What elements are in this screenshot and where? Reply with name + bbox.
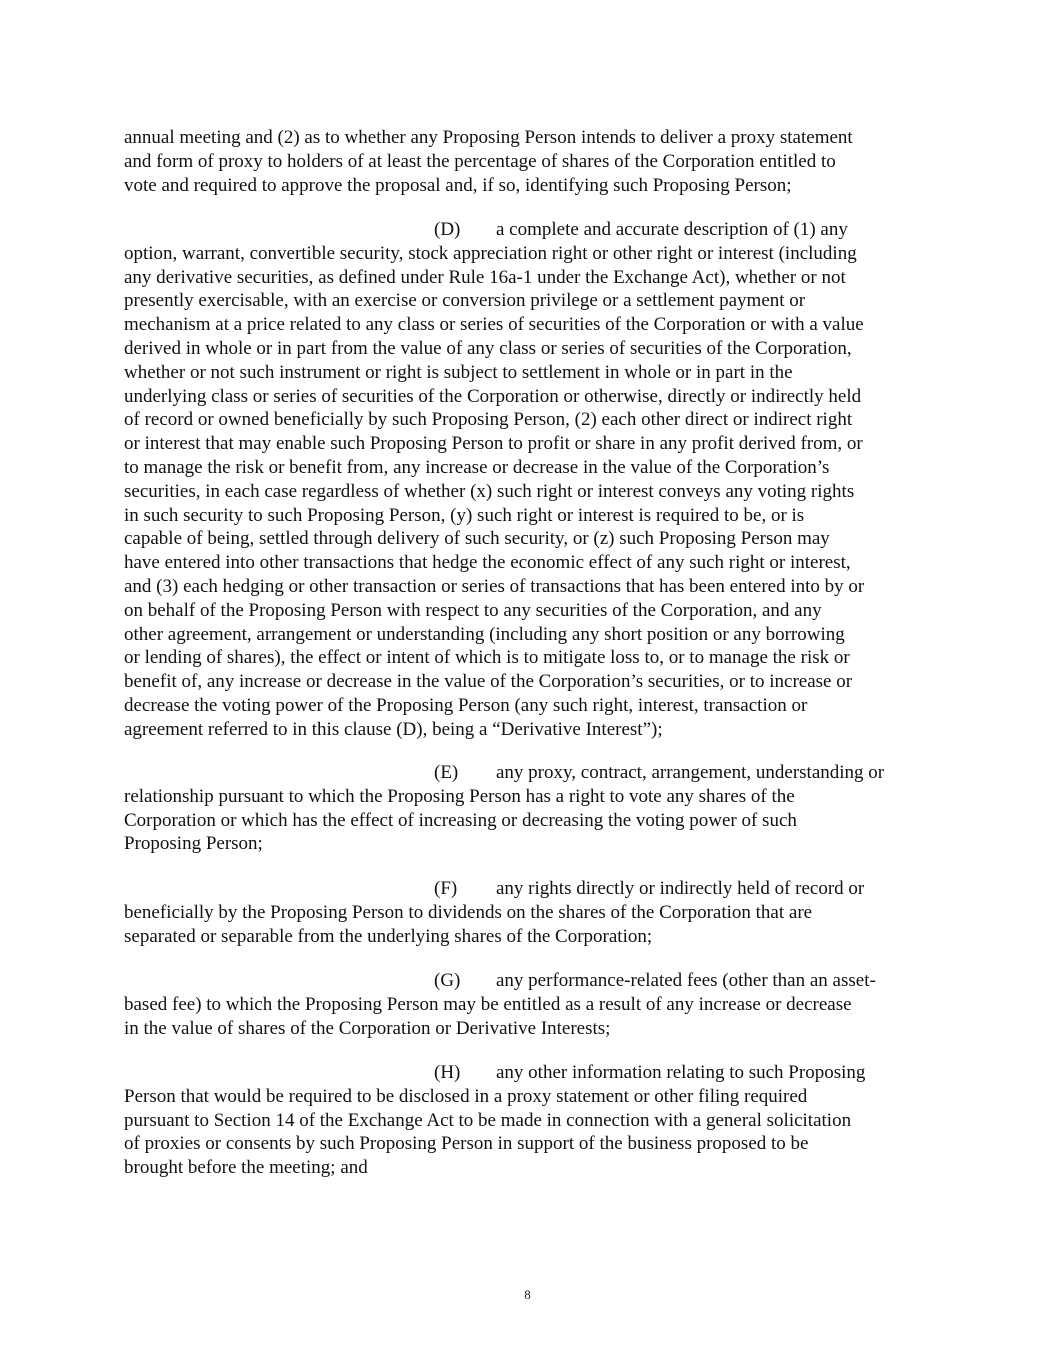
paragraph-line: of proxies or consents by such Proposing Person in support of the business proposed to be [124,1133,809,1155]
clause-e [124,761,936,856]
clause-label: (G) [434,970,461,991]
paragraph-line: brought before the meeting; and [124,1157,368,1179]
paragraph-line: of record or owned beneficially by such Proposing Person, (2) each other direct or indirect right [124,409,853,431]
clause-first-line-text: any other information relating to such Proposing [496,1062,866,1083]
paragraph-line: option, warrant, convertible security, stock appreciation right or other right or interest (including [124,242,857,264]
paragraph-line: any derivative securities, as defined under Rule 16a-1 under the Exchange Act), whether or not [124,266,846,288]
paragraph-line: benefit of, any increase or decrease in the value of the Corporation’s securities, or to increase or [124,671,853,693]
clause-first-line-text: any rights directly or indirectly held of record or [496,878,865,899]
paragraph-line: on behalf of the Proposing Person with respect to any securities of the Corporation, and any [124,599,822,621]
clause-first-line [124,969,936,993]
clause-h [124,1061,936,1180]
paragraph-line: agreement referred to in this clause (D), being a “Derivative Interest”); [124,718,663,740]
paragraph-line: separated or separable from the underlying shares of the Corporation; [124,925,653,947]
clause-label: (D) [434,219,461,240]
clause-first-line-text: any performance-related fees (other than an asset- [496,970,876,991]
clause-label: (F) [434,878,458,899]
paragraph-line: and form of proxy to holders of at least the percentage of shares of the Corporation entitled to [124,150,836,172]
clause-label: (H) [434,1062,461,1083]
clause-first-line-text: any proxy, contract, arrangement, understanding or [496,762,885,783]
paragraph-line: relationship pursuant to which the Proposing Person has a right to vote any shares of the [124,785,795,807]
paragraph-line: underlying class or series of securities of the Corporation or otherwise, directly or indirectly held [124,385,862,407]
paragraph-line: whether or not such instrument or right is subject to settlement in whole or in part in the [124,361,793,383]
paragraph-line: to manage the risk or benefit from, any increase or decrease in the value of the Corporation’s [124,456,830,478]
clause-first-line [124,877,936,901]
paragraph-line: securities, in each case regardless of whether (x) such right or interest conveys any voting rights [124,480,855,502]
paragraph-line: mechanism at a price related to any class or series of securities of the Corporation or with a value [124,314,864,336]
page-number: 8 [524,1287,531,1302]
paragraph-line: based fee) to which the Proposing Person may be entitled as a result of any increase or decrease [124,993,852,1015]
paragraph-line: and (3) each hedging or other transaction or series of transactions that has been entered into by or [124,575,865,597]
clause-first-line [124,761,936,785]
paragraph-line: other agreement, arrangement or understanding (including any short position or any borrowing [124,623,845,645]
paragraph-line: in the value of shares of the Corporation or Derivative Interests; [124,1017,611,1039]
paragraph-line: in such security to such Proposing Person, (y) such right or interest is required to be, or is [124,504,805,526]
clause-f [124,877,936,948]
paragraph-line: capable of being, settled through delivery of such security, or (z) such Proposing Person may [124,528,830,550]
clause-d [124,218,936,742]
paragraph-line: have entered into other transactions that hedge the economic effect of any such right or interest, [124,552,851,574]
paragraph-line: Person that would be required to be disclosed in a proxy statement or other filing required [124,1085,808,1107]
paragraph-line: Corporation or which has the effect of increasing or decreasing the voting power of such [124,809,797,831]
continuation-paragraph [124,126,936,197]
paragraph-line: pursuant to Section 14 of the Exchange Act to be made in connection with a general solicitation [124,1109,852,1131]
paragraph-line: beneficially by the Proposing Person to dividends on the shares of the Corporation that are [124,901,813,923]
paragraph-line: or lending of shares), the effect or intent of which is to mitigate loss to, or to manage the risk or [124,647,850,669]
paragraph-line: derived in whole or in part from the value of any class or series of securities of the Corporation, [124,337,852,359]
clause-first-line-text: a complete and accurate description of (1) any [496,219,848,240]
clause-label: (E) [434,762,459,783]
paragraph-line: or interest that may enable such Proposing Person to profit or share in any profit derived from, or [124,433,863,455]
clause-g [124,969,936,1040]
paragraph-line: Proposing Person; [124,833,263,855]
paragraph-line: decrease the voting power of the Proposing Person (any such right, interest, transaction or [124,694,808,716]
paragraph-line: vote and required to approve the proposal and, if so, identifying such Proposing Person; [124,174,792,196]
clause-first-line [124,218,936,242]
paragraph-line: annual meeting and (2) as to whether any Proposing Person intends to deliver a proxy statement [124,127,853,148]
paragraph-line: presently exercisable, with an exercise or conversion privilege or a settlement payment or [124,290,806,312]
clause-first-line [124,1061,936,1085]
